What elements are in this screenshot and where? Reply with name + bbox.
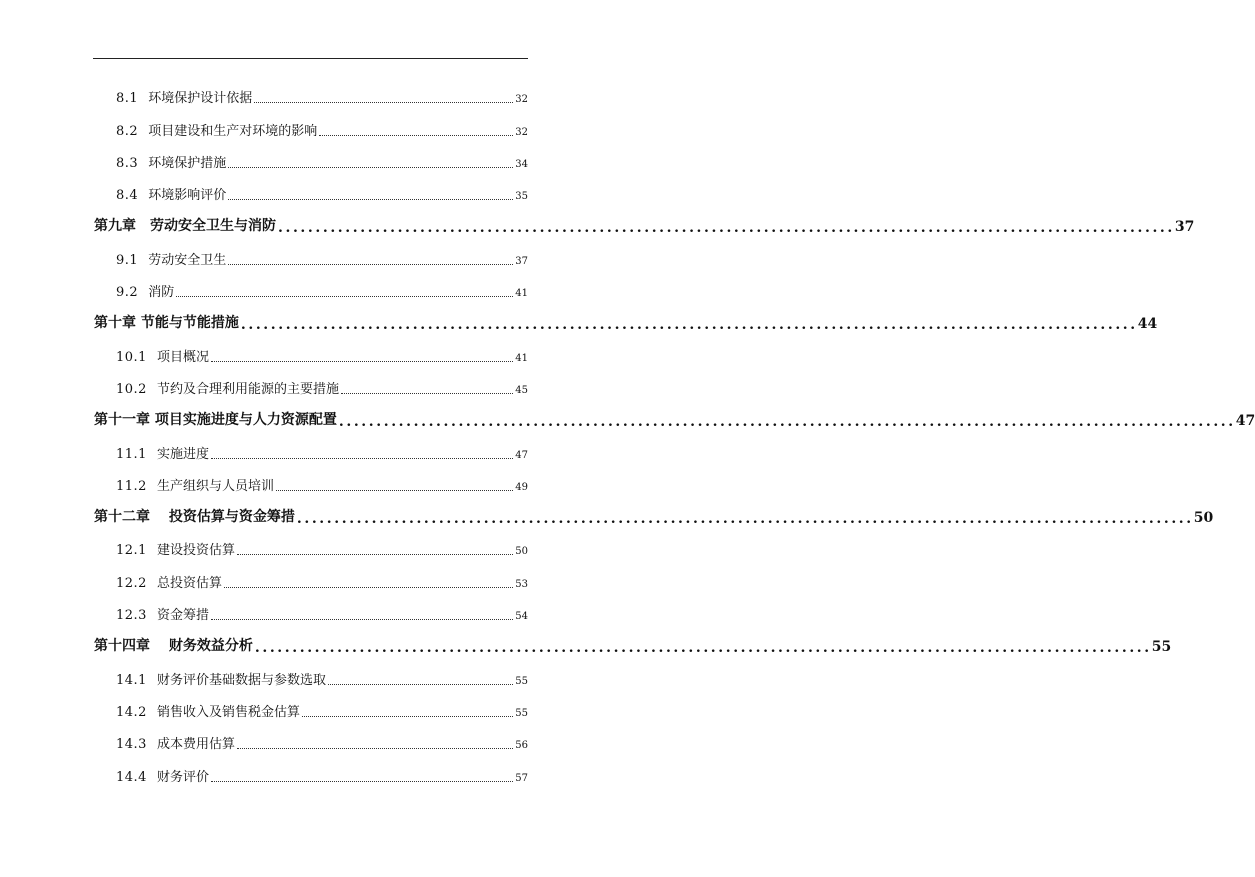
toc-leader-dots: ........................................................................................................................ bbox=[278, 220, 1175, 237]
toc-leader-dots bbox=[276, 490, 513, 491]
toc-entry-title: 财务评价基础数据与参数选取 bbox=[156, 672, 326, 688]
toc-page-number: 56 bbox=[515, 740, 528, 752]
toc-section-entry[interactable] bbox=[0, 110, 621, 142]
toc-entry-title: 第十四章 财务效益分析 bbox=[94, 638, 253, 655]
toc-leader-dots bbox=[211, 619, 513, 620]
toc-leader-dots bbox=[328, 684, 513, 685]
header-rule bbox=[93, 58, 528, 59]
toc-section-number: 12.1 bbox=[116, 543, 147, 559]
toc-section-number: 9.1 bbox=[116, 252, 139, 268]
toc-section-number: 8.1 bbox=[116, 91, 139, 107]
toc-entry-title: 劳动安全卫生 bbox=[148, 252, 227, 268]
toc-section-number: 14.2 bbox=[116, 704, 147, 720]
toc-section-number: 8.3 bbox=[116, 155, 139, 171]
toc-section-entry[interactable] bbox=[0, 239, 621, 271]
toc-page-number: 37 bbox=[515, 255, 528, 267]
toc-leader-dots bbox=[211, 361, 513, 362]
toc-section-number: 10.2 bbox=[116, 381, 147, 397]
toc-section-number: 9.2 bbox=[116, 285, 139, 301]
toc-section-entry[interactable] bbox=[0, 530, 621, 562]
toc-leader-dots bbox=[319, 135, 513, 136]
toc-section-number: 10.1 bbox=[116, 349, 147, 365]
toc-page-number: 50 bbox=[1193, 510, 1214, 527]
toc-entry-title: 总投资估算 bbox=[156, 575, 222, 591]
toc-entry-title: 成本费用估算 bbox=[156, 737, 235, 753]
table-of-contents bbox=[0, 78, 1255, 789]
toc-entry-title: 环境影响评价 bbox=[148, 188, 227, 204]
toc-page-number: 41 bbox=[515, 352, 528, 364]
toc-section-entry[interactable] bbox=[0, 756, 621, 788]
toc-leader-dots bbox=[211, 781, 513, 782]
toc-section-entry[interactable] bbox=[0, 466, 621, 498]
toc-section-entry[interactable] bbox=[0, 659, 621, 691]
toc-section-number: 14.4 bbox=[116, 769, 147, 785]
toc-section-entry[interactable] bbox=[0, 692, 621, 724]
toc-leader-dots bbox=[237, 748, 513, 749]
toc-chapter-entry[interactable] bbox=[0, 401, 1255, 433]
toc-entry-title: 第九章 劳动安全卫生与消防 bbox=[94, 218, 276, 235]
toc-page-number: 44 bbox=[1137, 316, 1158, 333]
toc-leader-dots bbox=[211, 458, 513, 459]
toc-chapter-entry[interactable] bbox=[0, 207, 1195, 239]
toc-page-number: 41 bbox=[515, 288, 528, 300]
toc-section-entry[interactable] bbox=[0, 562, 621, 594]
toc-page-number: 47 bbox=[1235, 413, 1255, 430]
toc-section-entry[interactable] bbox=[0, 433, 621, 465]
toc-page-number: 32 bbox=[515, 94, 528, 106]
toc-section-number: 11.2 bbox=[116, 478, 147, 494]
toc-leader-dots bbox=[228, 264, 513, 265]
toc-section-entry[interactable] bbox=[0, 595, 621, 627]
toc-leader-dots bbox=[237, 554, 513, 555]
toc-section-entry[interactable] bbox=[0, 78, 621, 110]
toc-page-number: 37 bbox=[1174, 219, 1195, 236]
toc-section-entry[interactable] bbox=[0, 369, 621, 401]
toc-chapter-entry[interactable] bbox=[0, 304, 1158, 336]
toc-page-number: 54 bbox=[515, 611, 528, 623]
toc-entry-title: 环境保护设计依据 bbox=[148, 91, 253, 107]
toc-section-number: 12.2 bbox=[116, 575, 147, 591]
toc-page-number: 57 bbox=[515, 772, 528, 784]
toc-page-number: 50 bbox=[515, 546, 528, 558]
toc-section-number: 11.1 bbox=[116, 446, 147, 462]
toc-entry-title: 生产组织与人员培训 bbox=[156, 478, 274, 494]
toc-entry-title: 项目概况 bbox=[156, 349, 209, 365]
toc-page-number: 55 bbox=[515, 707, 528, 719]
toc-section-entry[interactable] bbox=[0, 175, 621, 207]
toc-page-number: 35 bbox=[515, 191, 528, 203]
toc-leader-dots bbox=[176, 296, 513, 297]
toc-section-number: 8.4 bbox=[116, 188, 139, 204]
toc-section-entry[interactable] bbox=[0, 272, 621, 304]
toc-entry-title: 第十章 节能与节能措施 bbox=[94, 315, 239, 332]
toc-section-entry[interactable] bbox=[0, 336, 621, 368]
toc-entry-title: 消防 bbox=[148, 285, 175, 301]
toc-entry-title: 第十一章 项目实施进度与人力资源配置 bbox=[94, 412, 337, 429]
toc-section-entry[interactable] bbox=[0, 143, 621, 175]
toc-page-number: 45 bbox=[515, 384, 528, 396]
toc-leader-dots: ........................................................................................................................ bbox=[338, 414, 1236, 431]
toc-leader-dots: ........................................................................................................................ bbox=[240, 317, 1138, 334]
toc-leader-dots bbox=[254, 102, 513, 103]
toc-entry-title: 财务评价 bbox=[156, 769, 209, 785]
toc-entry-title: 项目建设和生产对环境的影响 bbox=[148, 123, 318, 139]
toc-page-number: 34 bbox=[515, 158, 528, 170]
toc-page-number: 55 bbox=[515, 675, 528, 687]
toc-section-number: 14.1 bbox=[116, 672, 147, 688]
toc-page-number: 32 bbox=[515, 126, 528, 138]
toc-entry-title: 第十二章 投资估算与资金筹措 bbox=[94, 509, 295, 526]
toc-leader-dots bbox=[341, 393, 513, 394]
toc-leader-dots bbox=[224, 587, 513, 588]
toc-entry-title: 销售收入及销售税金估算 bbox=[156, 704, 300, 720]
toc-entry-title: 资金筹措 bbox=[156, 608, 209, 624]
toc-page-number: 47 bbox=[515, 449, 528, 461]
toc-leader-dots bbox=[228, 167, 513, 168]
toc-entry-title: 实施进度 bbox=[156, 446, 209, 462]
toc-section-number: 12.3 bbox=[116, 608, 147, 624]
toc-section-entry[interactable] bbox=[0, 724, 621, 756]
toc-section-number: 14.3 bbox=[116, 737, 147, 753]
toc-leader-dots bbox=[228, 199, 513, 200]
toc-entry-title: 节约及合理利用能源的主要措施 bbox=[156, 381, 339, 397]
toc-page-number: 49 bbox=[515, 481, 528, 493]
toc-leader-dots: ........................................................................................................................ bbox=[296, 511, 1194, 528]
toc-chapter-entry[interactable] bbox=[0, 627, 1172, 659]
toc-section-number: 8.2 bbox=[116, 123, 139, 139]
toc-page-number: 55 bbox=[1151, 639, 1172, 656]
toc-leader-dots bbox=[302, 716, 513, 717]
toc-entry-title: 环境保护措施 bbox=[148, 155, 227, 171]
toc-entry-title: 建设投资估算 bbox=[156, 543, 235, 559]
toc-chapter-entry[interactable] bbox=[0, 498, 1214, 530]
toc-page-number: 53 bbox=[515, 578, 528, 590]
toc-leader-dots: ........................................................................................................................ bbox=[254, 640, 1152, 657]
